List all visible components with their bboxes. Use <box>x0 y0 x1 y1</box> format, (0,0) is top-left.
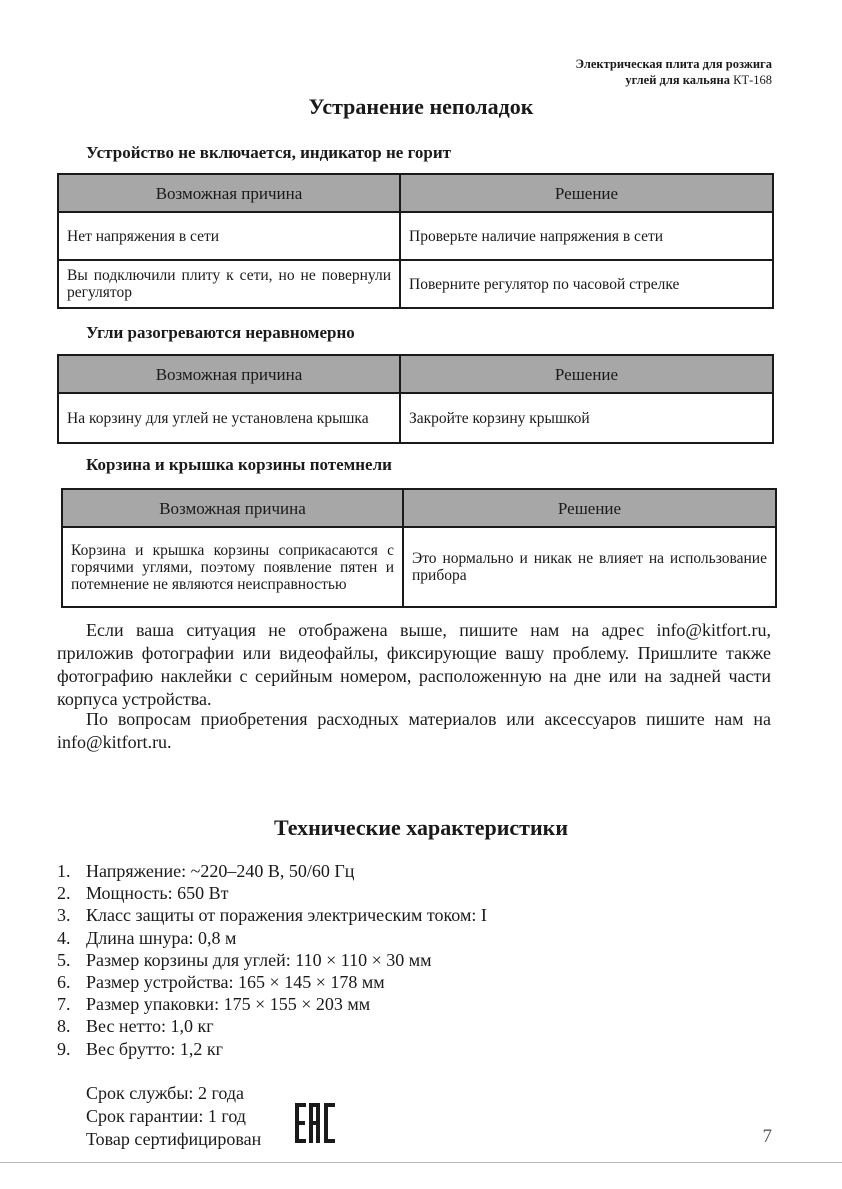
header-model: КТ-168 <box>733 73 772 87</box>
page-number: 7 <box>762 1126 772 1147</box>
table-no-power <box>57 173 774 309</box>
solution-cell: Проверьте наличие напряжения в сети <box>400 212 773 260</box>
spec-number: 2. <box>57 883 71 904</box>
spec-text: Мощность: 650 Вт <box>86 883 229 904</box>
cause-cell: На корзину для углей не установлена крышка <box>58 393 400 443</box>
spec-text: Размер корзины для углей: 110 × 110 × 30 мм <box>86 949 432 970</box>
header-solution: Решение <box>400 355 773 393</box>
section-title-darkened: Корзина и крышка корзины потемнели <box>86 455 392 474</box>
contact-paragraph: Если ваша ситуация не отображена выше, пишите нам на адрес info@kitfort.ru, приложив фотографии или видеофайлы, фиксирующие вашу проблему. Пришлите также фотографию наклейки с серийным номером, расположенную на дне или на задней части корпуса устройства. <box>57 620 771 709</box>
solution-cell: Это нормально и никак не влияет на использование прибора <box>403 527 776 607</box>
running-header <box>576 56 772 88</box>
cause-cell: Вы подключили плиту к сети, но не повернули регулятор <box>58 260 400 308</box>
solution-cell: Поверните регулятор по часовой стрелке <box>400 260 773 308</box>
warranty-period: Срок гарантии: 1 год <box>86 1106 246 1126</box>
spec-text: Размер упаковки: 175 × 155 × 203 мм <box>86 994 371 1015</box>
spec-item <box>57 1015 487 1037</box>
header-cause: Возможная причина <box>62 489 403 527</box>
spec-item <box>57 904 487 926</box>
header-cause: Возможная причина <box>58 174 400 212</box>
spec-text: Напряжение: ~220–240 В, 50/60 Гц <box>86 861 355 881</box>
spec-item <box>57 971 487 993</box>
spec-text: Размер устройства: 165 × 145 × 178 мм <box>86 972 385 993</box>
service-info <box>86 1082 261 1151</box>
cause-cell: Корзина и крышка корзины соприкасаются с горячими углями, поэтому появление пятен и потемнение не являются неисправностью <box>62 527 403 607</box>
specs-list <box>57 860 487 1060</box>
spec-text: Вес нетто: 1,0 кг <box>86 1016 214 1037</box>
service-life: Срок службы: 2 года <box>86 1083 245 1103</box>
troubleshooting-title: Устранение неполадок <box>308 94 534 119</box>
spec-number: 5. <box>57 949 71 970</box>
table-uneven-heating <box>57 354 774 444</box>
eac-certification-logo <box>295 1103 335 1143</box>
certified-label: Товар сертифицирован <box>86 1129 262 1149</box>
header-line-1: Электрическая плита для розжига <box>575 57 772 71</box>
spec-number: 9. <box>57 1038 71 1059</box>
spec-item <box>57 949 487 971</box>
cause-cell: Нет напряжения в сети <box>58 212 400 260</box>
spec-number: 4. <box>57 927 71 948</box>
bottom-rule <box>0 1162 842 1163</box>
specs-title: Технические характеристики <box>273 815 569 840</box>
header-solution: Решение <box>400 174 773 212</box>
spec-item <box>57 993 487 1015</box>
table-darkened <box>61 488 777 608</box>
spec-number: 1. <box>57 861 71 881</box>
spec-number: 8. <box>57 1016 71 1037</box>
spec-text: Вес брутто: 1,2 кг <box>86 1038 223 1059</box>
spec-item <box>57 927 487 949</box>
header-cause: Возможная причина <box>58 355 400 393</box>
spec-item <box>57 1038 487 1060</box>
header-line-2 <box>576 72 772 88</box>
header-line-2-text: углей для кальяна <box>625 73 730 87</box>
spec-item <box>57 882 487 904</box>
spec-number: 6. <box>57 972 71 993</box>
spec-text: Длина шнура: 0,8 м <box>86 927 237 948</box>
spec-number: 3. <box>57 905 71 926</box>
spec-text: Класс защиты от поражения электрическим током: I <box>86 905 487 926</box>
section-title-uneven-heating: Угли разогреваются неравномерно <box>86 323 355 342</box>
header-solution: Решение <box>403 489 776 527</box>
spec-item <box>57 860 487 882</box>
section-title-no-power: Устройство не включается, индикатор не горит <box>86 143 451 162</box>
spec-number: 7. <box>57 994 71 1015</box>
accessories-paragraph: По вопросам приобретения расходных материалов или аксессуаров пишите нам на info@kitfort.ru. <box>57 709 771 752</box>
solution-cell: Закройте корзину крышкой <box>400 393 773 443</box>
